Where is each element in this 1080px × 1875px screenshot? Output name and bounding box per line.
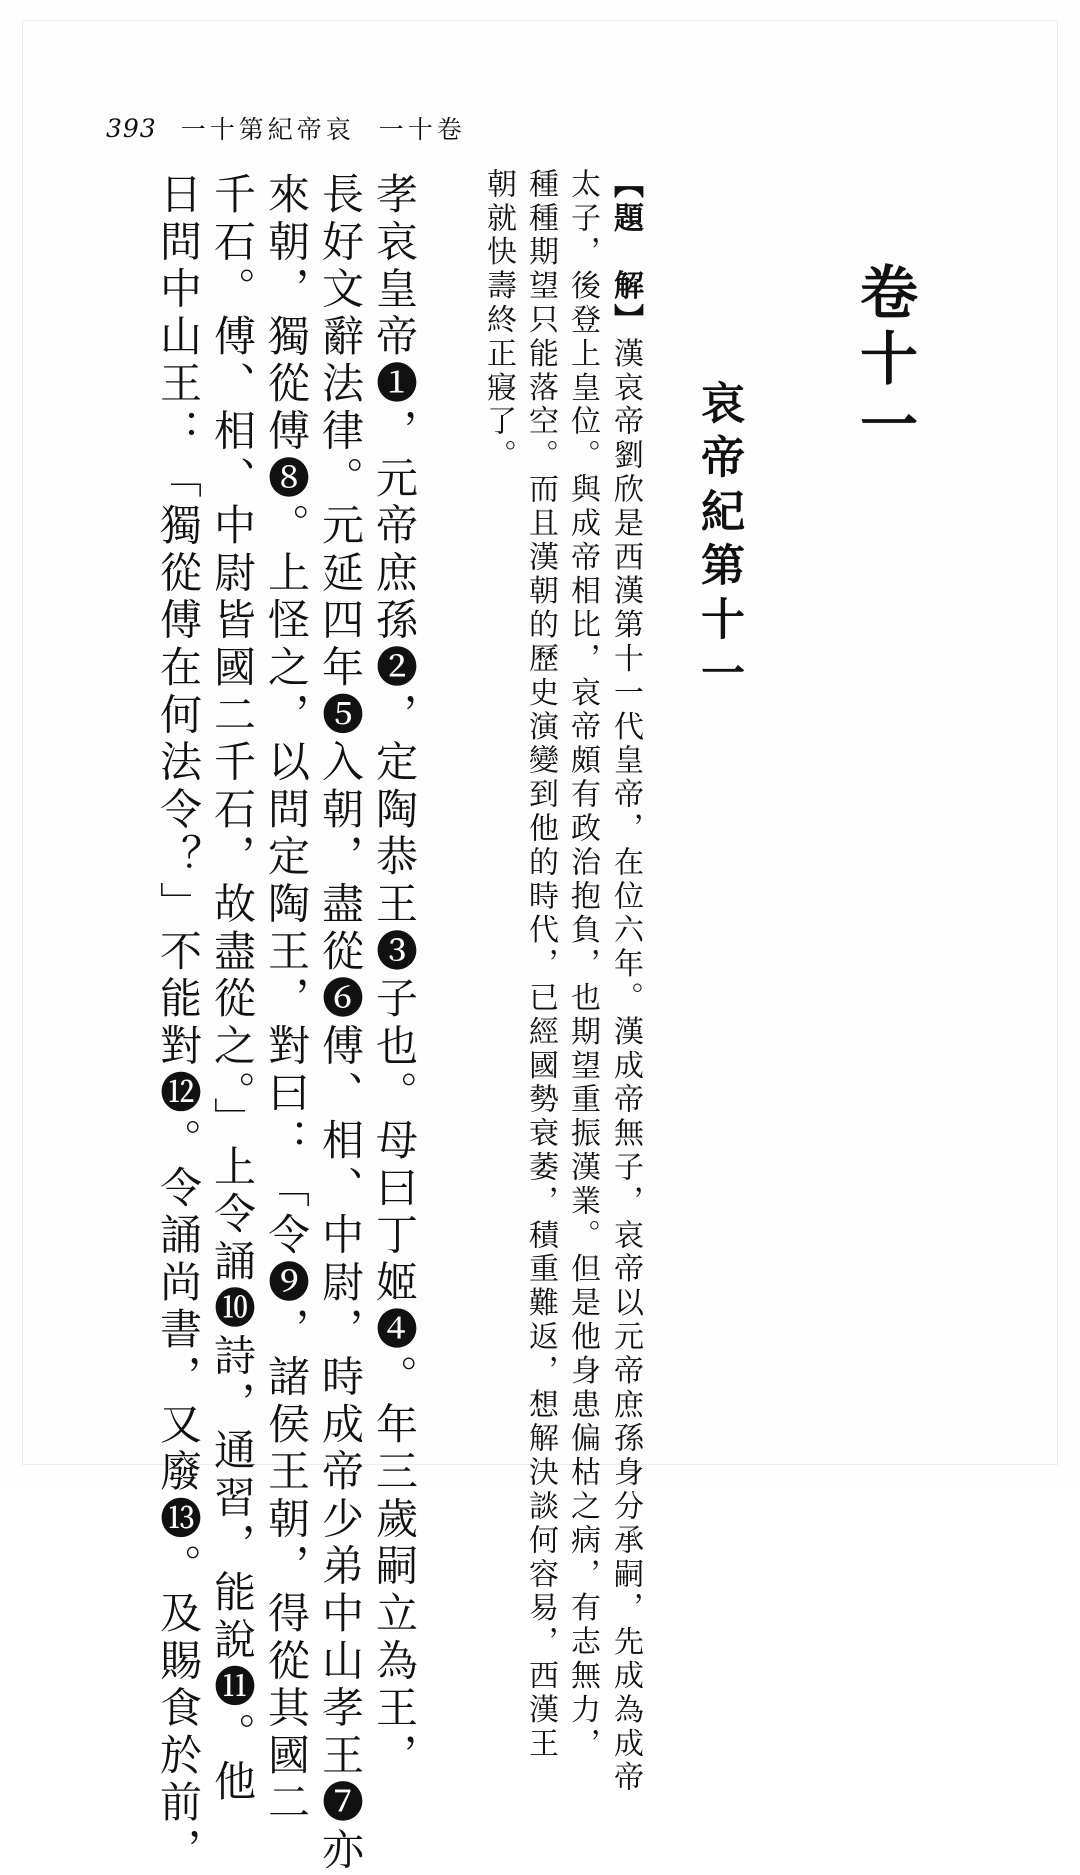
summary-text-3: 種種期望只能落空。而且漢朝的歷史演變到他的時代，已經國勢衰萎，積重難返，想解決談何容易，西漢王	[523, 168, 558, 1762]
main-text-column-1: 孝哀皇帝❶，元帝庶孫❷，定陶恭王❸子也。母曰丁姬❹。年三歲嗣立為王，	[370, 172, 419, 1781]
summary-label: 【題 解】	[608, 168, 643, 338]
volume-header: 一十卷	[378, 115, 466, 144]
summary-text-4: 朝就快壽終正寢了。	[481, 168, 516, 474]
summary-column-3	[520, 168, 560, 1761]
chapter-title: 哀帝紀第十一	[693, 380, 744, 704]
summary-text-1: 漢哀帝劉欣是西漢第十一代皇帝，在位六年。漢成帝無子，哀帝以元帝庶孫身分承嗣，先成為成帝	[608, 337, 643, 1796]
summary-column-4	[478, 168, 518, 473]
summary-column-2	[562, 168, 602, 1761]
summary-column-1	[605, 168, 645, 1795]
running-header	[106, 110, 466, 146]
volume-title: 卷十一	[850, 262, 918, 460]
chapter-header: 一十第紀帝哀	[180, 115, 355, 144]
main-text-column-2: 長好文辭法律。元延四年❺入朝，盡從❻傅、相、中尉，時成帝少弟中山孝王❼亦	[316, 172, 365, 1875]
page-number: 393	[106, 113, 157, 143]
summary-text-2: 太子，後登上皇位。與成帝相比，哀帝頗有政治抱負，也期望重振漢業。但是他身患偏枯之病，有志無力，	[565, 168, 600, 1762]
main-text-column-3: 來朝，獨從傅❽。上怪之，以問定陶王，對曰：「令❾，諸侯王朝，得從其國二	[262, 172, 311, 1828]
main-text-column-5: 日問中山王：「獨從傅在何法令？」不能對⓬。令誦尚書，又廢⓭。及賜食於前，	[154, 172, 203, 1875]
main-text-column-4: 千石。傅、相、中尉皆國二千石，故盡從之。」上令誦❿詩，通習，能說⓫。他	[208, 172, 257, 1807]
